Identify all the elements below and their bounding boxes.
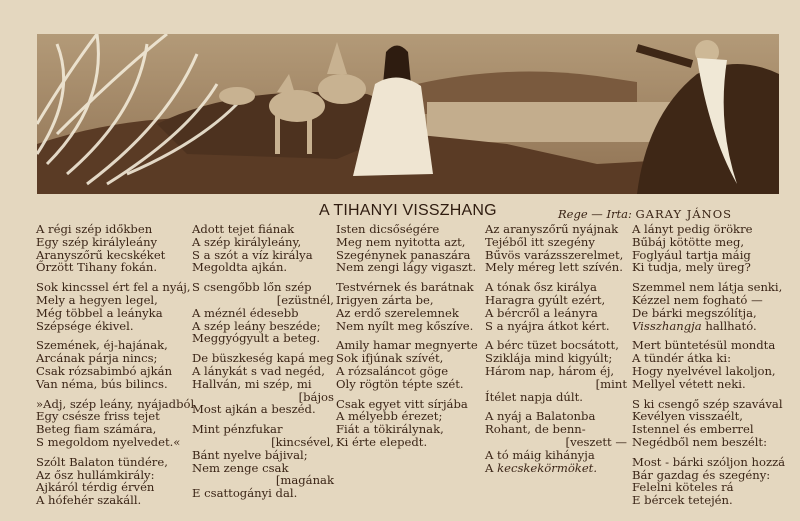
poem-line: Van néma, bús bilincs. <box>36 376 168 391</box>
poem-line: Nem zengi lágy vigaszt. <box>336 260 477 275</box>
poem-line: Felelni köteles rá <box>632 480 734 495</box>
poem-line: Egy csésze friss tejet <box>36 409 160 424</box>
author-credit <box>558 207 732 221</box>
author-name: GARAY JÁNOS <box>635 207 733 221</box>
poem-line: Megoldta ajkán. <box>192 260 288 275</box>
poem-title: A TIHANYI VISSZHANG <box>319 202 497 219</box>
poem-line: Adott tejet fiának <box>192 222 295 236</box>
poem-line: Szegénynek panaszára <box>336 247 471 262</box>
poem-line: S megoldom nyelvedet.« <box>36 434 181 449</box>
poem-line: Bánt nyelve bájival; <box>192 447 308 462</box>
poem-line: [veszett — <box>565 434 627 449</box>
poem-line: A bércről a leányra <box>485 305 598 320</box>
poem-line: E bércek tetején. <box>632 493 733 508</box>
poem-line: A nyáj a Balatonba <box>485 409 596 424</box>
poem-column-4 <box>485 223 627 474</box>
poem-line: Bűvös varázsszerelmet, <box>485 247 624 262</box>
poem-line: A tónak ősz királya <box>485 280 597 295</box>
poem-line: A méznél édesebb <box>192 305 299 320</box>
poem-line: Az erdő szerelemnek <box>336 305 459 320</box>
poem-line: Most ajkán a beszéd. <box>192 402 316 417</box>
poem-line: Sziklája mind kigyúlt; <box>485 351 613 366</box>
poem-line: Mely a hegyen legel, <box>36 292 158 307</box>
illustration <box>37 34 779 194</box>
poem-line: Haragra gyúlt ezért, <box>485 292 606 307</box>
poem-line: S a nyájra átkot kért. <box>485 318 610 333</box>
poem-line: Csak egyet vitt sírjába <box>336 396 468 411</box>
poem-line: Most - bárki szóljon hozzá <box>632 454 786 469</box>
poem-line: A bérc tüzet bocsátott, <box>485 338 619 353</box>
poem-line: S csengőbb lőn szép <box>192 280 312 295</box>
poem-line: [bájos <box>298 389 334 404</box>
poem-line: A régi szép időkben <box>36 222 153 236</box>
poem-line: A hófehér szakáll. <box>36 493 142 508</box>
poem-line: Három nap, három éj, <box>485 363 615 378</box>
poem-line: S a szót a víz királya <box>192 247 313 262</box>
poem-line: Ki érte elepedt. <box>336 434 428 449</box>
poem-line: Az aranyszőrű nyájnak <box>485 222 619 236</box>
poem-line: Tejéből itt szegény <box>485 234 595 249</box>
poem-line: Beteg fiam számára, <box>36 422 157 437</box>
poem-line: Hallván, mi szép, mi <box>192 376 312 391</box>
poem-line: Fiát a tökirálynak, <box>336 422 444 437</box>
poem-line: Nem nyílt meg kőszíve. <box>336 318 474 333</box>
poem-line: Visszhangja hallható. <box>632 318 757 333</box>
poem-line: [mint <box>595 376 627 391</box>
poem-line: De büszkeség kapá meg <box>192 351 334 366</box>
poem-line: Még többel a leányka <box>36 305 163 320</box>
poem-line: Istennel és emberrel <box>632 422 754 437</box>
illustration-scene <box>37 34 779 194</box>
poem-line: A mélyebb érezet; <box>336 409 443 424</box>
poem-line: Rohant, de benn- <box>485 422 586 437</box>
poem-line: Ki tudja, mely üreg? <box>632 260 751 275</box>
poem-line: Sok kincssel ért fel a nyáj, <box>36 280 191 295</box>
poem-column-1 <box>36 222 195 508</box>
poem-line: Aranyszőrű kecskéket <box>36 247 166 262</box>
poem-line: Bár gazdag és szegény: <box>632 467 771 482</box>
poem-line: Foglyául tartja máig <box>632 247 751 262</box>
poem-line: A kecskekörmöket. <box>485 460 598 475</box>
poem-line: Mint pénzfukar <box>192 422 283 437</box>
credit-prefix: Rege — Irta: <box>558 207 632 221</box>
poem-line: E csattogányi dal. <box>192 486 298 501</box>
poem-line: Csak rózsabimbó ajkán <box>36 363 173 378</box>
poem-line: Hogy nyelvével lakoljon, <box>632 363 776 378</box>
poem-line: A lánykát s vad negéd, <box>192 363 325 378</box>
poem-line: [kincsével, <box>271 434 334 449</box>
poem-line: Arcának párja nincs; <box>36 351 158 366</box>
poem-line: A tó máig kihányja <box>485 447 595 462</box>
poem-line: Szemének, éj-hajának, <box>36 338 168 353</box>
poem-line: Szemmel nem látja senki, <box>632 280 783 295</box>
poem-line: Meg nem nyitotta azt, <box>336 234 466 249</box>
poem-line: Kézzel nem fogható — <box>632 292 763 307</box>
poem-line: Bűbáj kötötte meg, <box>632 234 745 249</box>
poem-line: Amily hamar megnyerte <box>336 338 478 353</box>
poem-column-2 <box>192 223 334 500</box>
poem-line: Ajkáról térdig érvén <box>36 480 155 495</box>
poem-line: Az ősz hullámkirály: <box>36 467 155 482</box>
poem-line: Nem zenge csak <box>192 460 289 475</box>
poem-line: Sok ifjúnak szívét, <box>336 351 444 366</box>
poem-line: Irigyen zárta be, <box>336 292 434 307</box>
poem-line: Negédből nem beszélt: <box>632 434 767 449</box>
poem-line: Oly rögtön tépte szét. <box>336 376 464 391</box>
poem-line: A szép leány beszéde; <box>192 318 321 333</box>
poem-line: Egy szép királyleány <box>36 234 158 249</box>
poem-line: S ki csengő szép szavával <box>632 396 783 411</box>
poem-line: Mellyel vétett neki. <box>632 376 746 391</box>
poem-line: A rózsaláncot göge <box>336 363 449 378</box>
poem-line: A szép királyleány, <box>192 234 302 249</box>
poem-column-3 <box>336 223 482 449</box>
poem-line: Mert büntetésül mondta <box>632 338 776 353</box>
poem-line: Őrzött Tihany fokán. <box>36 260 158 275</box>
poem-line: Szépsége ékivel. <box>36 318 134 333</box>
poem-line: [magának <box>275 473 334 488</box>
poem-line: Isten dicsőségére <box>336 222 440 236</box>
poem-line: [ezüstnél, <box>276 292 334 307</box>
poem-line: Mely méreg lett szívén. <box>485 260 623 275</box>
poem-line: »Adj, szép leány, nyájadból <box>36 396 195 411</box>
lake <box>427 102 687 142</box>
poem-line: Meggyógyult a beteg. <box>192 331 321 346</box>
poem-line: A tündér átka ki: <box>632 351 731 366</box>
poem-line: De bárki megszólítja, <box>632 305 757 320</box>
poem-line: Testvérnek és barátnak <box>336 280 474 295</box>
poem-line: A lányt pedig örökre <box>632 222 753 236</box>
poem-line: Ítélet napja dúlt. <box>485 389 583 404</box>
poem-line: Szólt Balaton tündére, <box>36 454 168 469</box>
poem-line: Kevélyen visszaélt, <box>632 409 743 424</box>
poem-column-5 <box>632 222 786 508</box>
